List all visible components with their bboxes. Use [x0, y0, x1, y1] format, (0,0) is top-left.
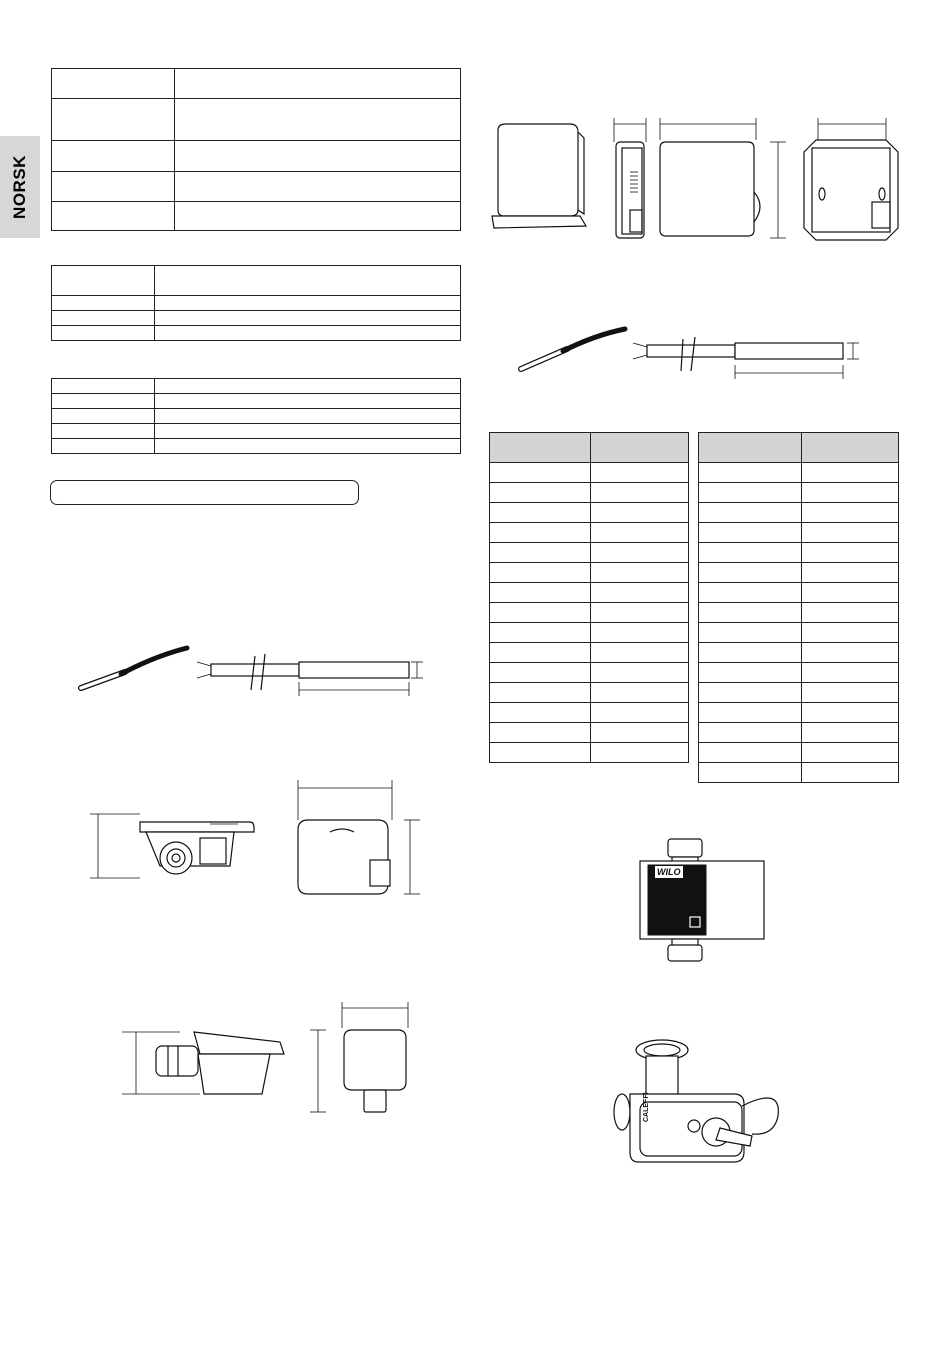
table-cell	[52, 296, 155, 311]
language-tab	[0, 136, 40, 238]
table-cell	[175, 141, 461, 172]
table-row	[699, 603, 899, 623]
table-header-cell	[699, 433, 802, 463]
table-cell	[52, 394, 155, 409]
wilo-logo: WILO	[657, 867, 681, 877]
table-cell	[155, 394, 461, 409]
table-cell	[52, 69, 175, 99]
section-heading-box	[50, 480, 359, 505]
table-cell	[155, 424, 461, 439]
caleffi-logo: CALEFFI	[643, 1092, 650, 1122]
caleffi-valve-drawing	[612, 1036, 787, 1170]
table-cell	[52, 379, 155, 394]
table-cell	[175, 69, 461, 99]
table-row	[490, 723, 689, 743]
table-cell	[175, 99, 461, 141]
table-cell	[52, 326, 155, 341]
table-row	[699, 723, 899, 743]
table-cell	[52, 409, 155, 424]
table-row	[490, 523, 689, 543]
table-cell	[175, 202, 461, 231]
spec-table-3	[51, 378, 461, 454]
table-row	[699, 543, 899, 563]
immersion-sensor-drawing	[120, 998, 420, 1123]
table-row	[699, 583, 899, 603]
table-row	[490, 643, 689, 663]
table-row	[490, 603, 689, 623]
table-header-cell	[591, 433, 689, 463]
table-row	[699, 663, 899, 683]
cable-sensor-drawing-left	[75, 640, 435, 698]
table-cell	[52, 141, 175, 172]
table-row	[490, 563, 689, 583]
table-cell	[155, 409, 461, 424]
table-row	[699, 743, 899, 763]
table-cell	[155, 296, 461, 311]
table-row	[699, 563, 899, 583]
table-row	[490, 583, 689, 603]
table-cell	[52, 99, 175, 141]
table-cell	[155, 311, 461, 326]
table-cell	[52, 439, 155, 454]
table-header-cell	[490, 433, 591, 463]
resistance-table-a	[489, 432, 689, 763]
wilo-pump-drawing	[640, 835, 766, 965]
table-cell	[155, 326, 461, 341]
table-cell	[52, 202, 175, 231]
table-cell	[52, 172, 175, 202]
table-row	[490, 743, 689, 763]
table-row	[699, 463, 899, 483]
table-row	[699, 503, 899, 523]
table-cell	[155, 379, 461, 394]
table-row	[490, 623, 689, 643]
table-row	[490, 463, 689, 483]
table-header-cell	[802, 433, 899, 463]
table-row	[699, 763, 899, 783]
table-row	[490, 663, 689, 683]
table-row	[490, 703, 689, 723]
table-cell	[175, 172, 461, 202]
table-cell	[155, 439, 461, 454]
table-row	[699, 623, 899, 643]
table-row	[490, 683, 689, 703]
table-cell	[155, 266, 461, 296]
table-cell	[52, 424, 155, 439]
table-row	[699, 683, 899, 703]
table-row	[699, 643, 899, 663]
table-row	[699, 703, 899, 723]
language-tab-label: NORSK	[10, 155, 29, 219]
table-row	[490, 483, 689, 503]
table-cell	[52, 311, 155, 326]
table-row	[490, 503, 689, 523]
resistance-table-b	[698, 432, 899, 783]
room-sensor-drawing	[490, 112, 910, 252]
table-row	[490, 543, 689, 563]
outdoor-sensor-drawing	[80, 772, 425, 902]
table-row	[699, 523, 899, 543]
spec-table-2	[51, 265, 461, 341]
cable-sensor-drawing-right	[515, 325, 865, 383]
table-row	[699, 483, 899, 503]
spec-table-1	[51, 68, 461, 231]
table-cell	[52, 266, 155, 296]
